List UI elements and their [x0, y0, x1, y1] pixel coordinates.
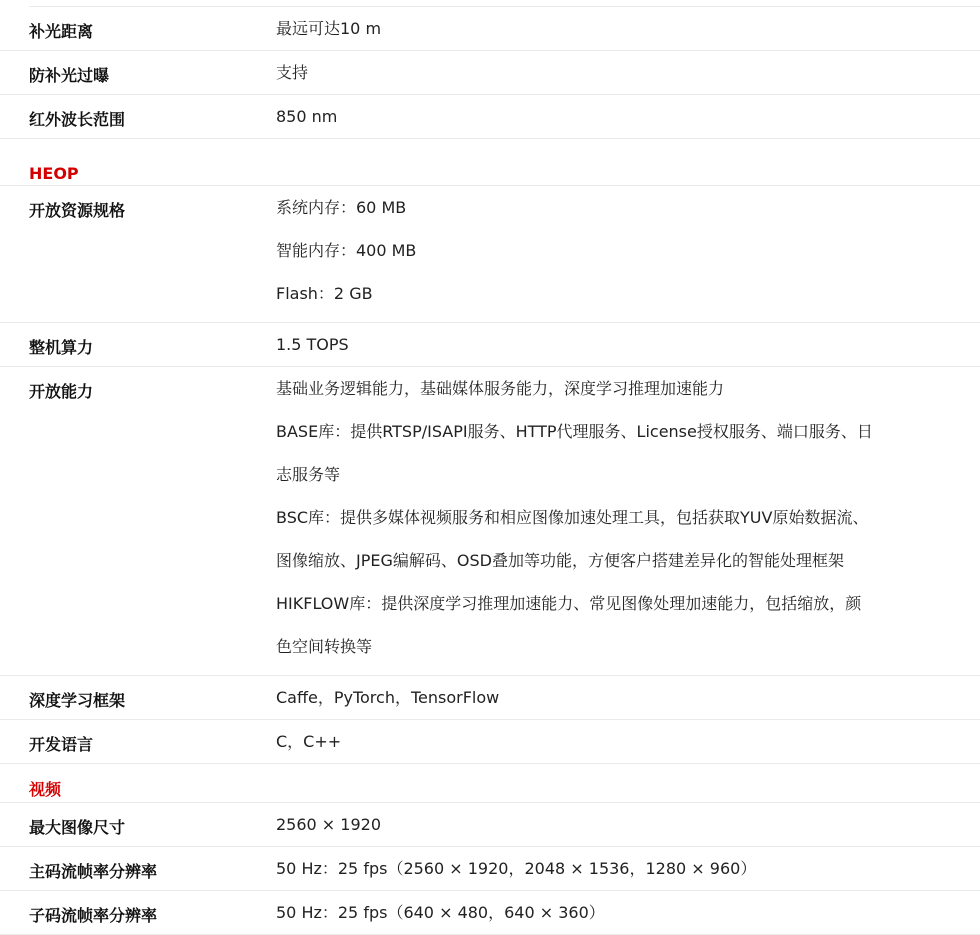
spec-value [276, 51, 896, 94]
spec-value-line: 系统内存：60 MB [276, 198, 407, 217]
spec-value-line: 最远可达10 m [276, 19, 382, 38]
spec-value-line: 2560 × 1920 [276, 815, 382, 834]
spec-value-line: Caffe，PyTorch，TensorFlow [276, 688, 500, 707]
spec-value-line: BSC库：提供多媒体视频服务和相应图像加速处理工具，包括获取YUV原始数据流、 [276, 508, 869, 527]
spec-label: 开放资源规格 [29, 201, 126, 220]
spec-value [276, 891, 896, 934]
spec-value [276, 676, 896, 719]
spec-value-line: HIKFLOW库：提供深度学习推理加速能力、常见图像处理加速能力，包括缩放，颜 [276, 594, 862, 613]
spec-row [0, 676, 980, 720]
spec-row [0, 186, 980, 323]
spec-value [276, 7, 896, 50]
spec-value-line: 色空间转换等 [276, 637, 373, 656]
spec-value-line: 支持 [276, 63, 309, 82]
spec-label: 深度学习框架 [29, 691, 126, 710]
spec-value [276, 367, 896, 668]
spec-value-line: 850 nm [276, 107, 338, 126]
spec-section-video [0, 764, 980, 935]
section-header [0, 764, 980, 803]
spec-value [276, 847, 896, 890]
spec-label: 开发语言 [29, 735, 94, 754]
spec-section-heop [0, 139, 980, 764]
spec-group-top [0, 7, 980, 139]
spec-row [0, 323, 980, 367]
spec-value-line: 1.5 TOPS [276, 335, 349, 354]
spec-value-line: 图像缩放、JPEG编解码、OSD叠加等功能，方便客户搭建差异化的智能处理框架 [276, 551, 844, 570]
spec-row [0, 803, 980, 847]
spec-row [0, 7, 980, 51]
spec-row [0, 891, 980, 935]
spec-label: 补光距离 [29, 22, 94, 41]
spec-row [0, 95, 980, 139]
spec-row [0, 847, 980, 891]
spec-value-line: 志服务等 [276, 465, 341, 484]
section-title: HEOP [29, 164, 79, 183]
spec-label: 子码流帧率分辨率 [29, 906, 158, 925]
spec-label: 主码流帧率分辨率 [29, 862, 158, 881]
spec-value [276, 803, 896, 846]
spec-row [0, 720, 980, 764]
spec-value [276, 323, 896, 366]
spec-value-line: C，C++ [276, 732, 342, 751]
section-title: 视频 [29, 780, 62, 799]
section-header [0, 139, 980, 186]
spec-row [0, 51, 980, 95]
spec-value-line: 基础业务逻辑能力，基础媒体服务能力，深度学习推理加速能力 [276, 379, 725, 398]
spec-value [276, 186, 896, 315]
spec-row [0, 367, 980, 676]
spec-value-line: Flash：2 GB [276, 284, 373, 303]
spec-value-line: 智能内存：400 MB [276, 241, 417, 260]
spec-label: 防补光过曝 [29, 66, 110, 85]
spec-value [276, 95, 896, 138]
spec-label: 最大图像尺寸 [29, 818, 126, 837]
spec-value-line: 50 Hz：25 fps（2560 × 1920，2048 × 1536，1280 × 960） [276, 859, 757, 878]
spec-label: 开放能力 [29, 382, 94, 401]
spec-value-line: 50 Hz：25 fps（640 × 480，640 × 360） [276, 903, 605, 922]
spec-label: 红外波长范围 [29, 110, 126, 129]
spec-value-line: BASE库：提供RTSP/ISAPI服务、HTTP代理服务、License授权服务、端口服务、日 [276, 422, 873, 441]
spec-label: 整机算力 [29, 338, 94, 357]
spec-value [276, 720, 896, 763]
